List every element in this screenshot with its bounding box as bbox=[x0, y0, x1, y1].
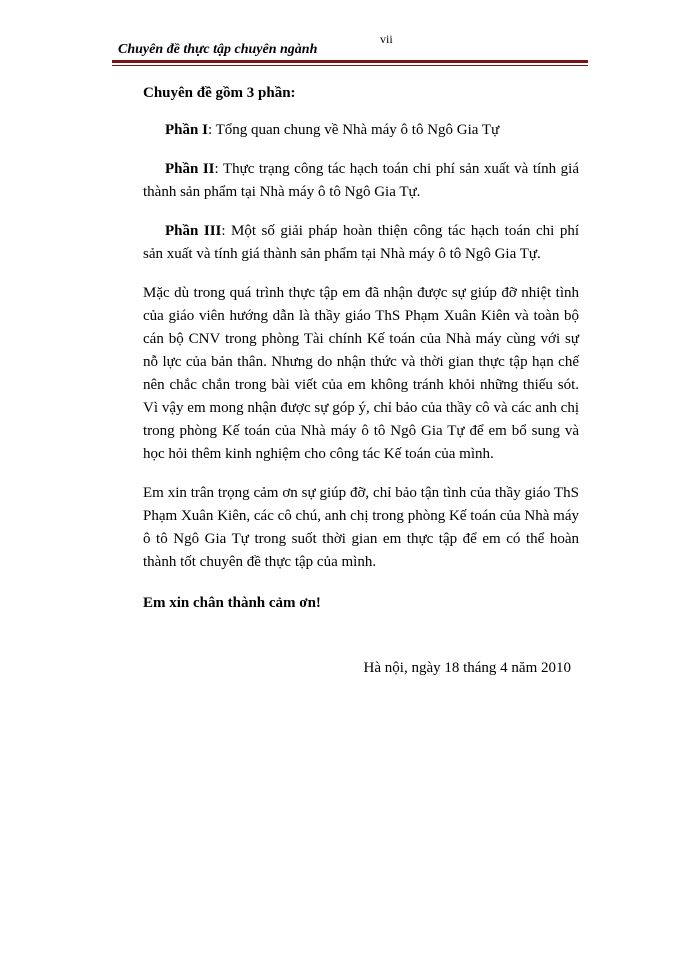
thanks-line: Em xin chân thành cảm ơn! bbox=[143, 595, 321, 611]
intro-heading: Chuyên đề gồm 3 phần: bbox=[143, 85, 296, 101]
date-signature: Hà nội, ngày 18 tháng 4 năm 2010 bbox=[363, 660, 571, 676]
header-rule-thick bbox=[112, 60, 588, 63]
acknowledgement-paragraph: Mặc dù trong quá trình thực tập em đã nhận được sự giúp đỡ nhiệt tình của giáo viên hướng dẫn là thầy giáo ThS Phạm Xuân Kiên và toàn bộ cán bộ CNV trong phòng Tài chính Kế toán của Nhà máy cùng với sự nỗ lực của bản thân. Nhưng do nhận thức và thời gian thực tập hạn chế nên chắc chắn trong bài viết của em không tránh khỏi những thiếu sót. Vì vậy em mong nhận được sự góp ý, chỉ bảo của thầy cô và các anh chị trong phòng Kế toán của Nhà máy ô tô Ngô Gia Tự để em bổ sung và học hỏi thêm kinh nghiệm cho công tác Kế toán của mình. bbox=[143, 285, 579, 462]
document-body bbox=[143, 82, 579, 680]
header-title: Chuyên đề thực tập chuyên ngành bbox=[118, 42, 318, 57]
page-header bbox=[112, 32, 588, 60]
part-3-label: Phần III bbox=[165, 223, 222, 239]
gratitude-paragraph: Em xin trân trọng cảm ơn sự giúp đỡ, chỉ bảo tận tình của thầy giáo ThS Phạm Xuân Kiên, các cô chú, anh chị trong phòng Kế toán của Nhà máy ô tô Ngô Gia Tự trong suốt thời gian em thực tập để em có thể hoàn thành tốt chuyên đề thực tập của mình. bbox=[143, 485, 579, 570]
part-1-label: Phần I bbox=[165, 122, 208, 138]
header-rule-thin bbox=[112, 65, 588, 66]
page-number: vii bbox=[380, 32, 393, 46]
part-2-label: Phần II bbox=[165, 161, 215, 177]
part-3-text: : Một số giải pháp hoàn thiện công tác hạch toán chi phí sản xuất và tính giá thành sản phẩm tại Nhà máy ô tô Ngô Gia Tự. bbox=[143, 223, 580, 262]
part-2-text: : Thực trạng công tác hạch toán chi phí sản xuất và tính giá thành sản phẩm tại Nhà máy ô tô Ngô Gia Tự. bbox=[143, 161, 579, 200]
part-1-text: : Tổng quan chung về Nhà máy ô tô Ngô Gia Tự bbox=[207, 122, 500, 138]
part-3 bbox=[143, 220, 579, 266]
part-2 bbox=[143, 158, 579, 204]
part-1 bbox=[143, 119, 579, 142]
